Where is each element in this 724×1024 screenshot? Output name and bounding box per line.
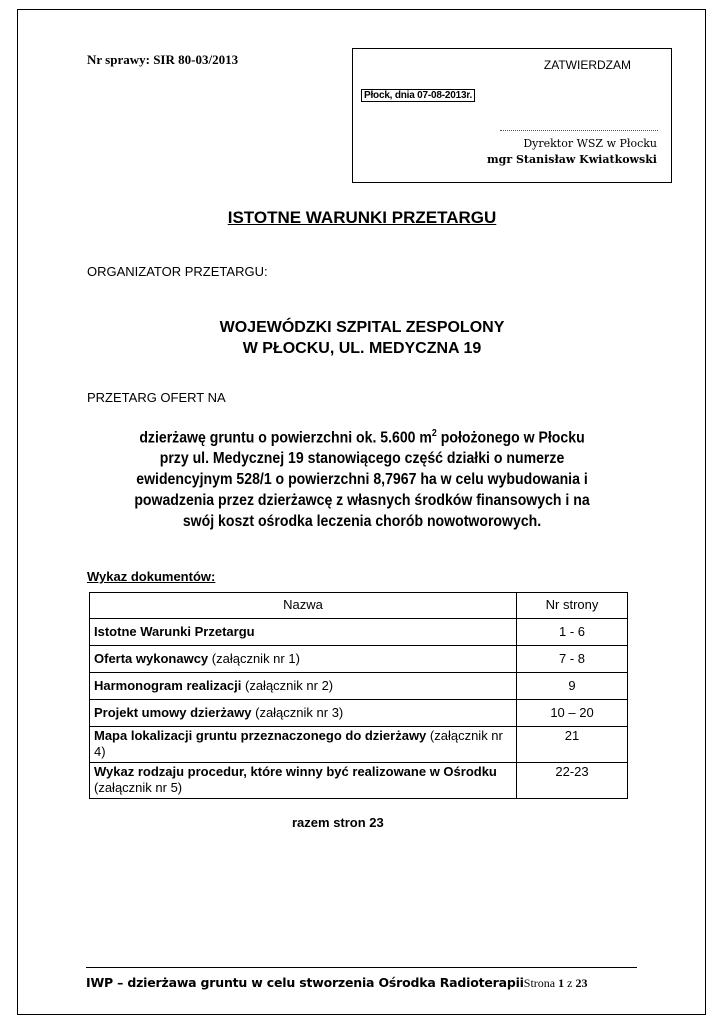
doc-name: Mapa lokalizacji gruntu przeznaczonego do dzierżawy — [94, 728, 427, 743]
footer-divider — [86, 967, 637, 968]
tender-label: PRZETARG OFERT NA — [87, 390, 226, 405]
doc-name-cell — [90, 673, 517, 700]
page-total: 23 — [575, 976, 588, 990]
documents-table — [89, 592, 628, 799]
page-current: 1 — [558, 976, 565, 990]
organizer-name-line1: WOJEWÓDZKI SZPITAL ZESPOLONY — [219, 319, 505, 336]
table-row — [90, 646, 628, 673]
doc-pages: 22-23 — [517, 763, 628, 799]
tender-subject-part1: dzierżawę gruntu o powierzchni ok. 5.600 m — [139, 429, 432, 447]
doc-pages: 1 - 6 — [517, 619, 628, 646]
doc-name-cell — [90, 700, 517, 727]
column-header-page: Nr strony — [517, 593, 628, 619]
total-pages: razem stron 23 — [292, 815, 384, 830]
case-number: Nr sprawy: SIR 80-03/2013 — [87, 52, 239, 67]
approval-box — [352, 48, 672, 183]
approval-title: ZATWIERDZAM — [543, 58, 631, 72]
doc-annex: (załącznik nr 3) — [251, 704, 344, 720]
doc-name-cell — [90, 619, 517, 646]
doc-pages: 21 — [517, 727, 628, 763]
page-word: Strona — [523, 976, 559, 990]
doc-name: Wykaz rodzaju procedur, które winny być realizowane w Ośrodku — [94, 764, 497, 779]
doc-annex: (załącznik nr 4) — [94, 728, 503, 759]
doc-name-cell — [90, 763, 517, 799]
page-of: z — [564, 976, 576, 990]
table-row — [90, 673, 628, 700]
table-row — [90, 763, 628, 799]
doc-name: Istotne Warunki Przetargu — [94, 623, 255, 639]
doc-name: Projekt umowy dzierżawy — [94, 704, 252, 720]
approval-person: mgr Stanisław Kwiatkowski — [487, 153, 657, 166]
table-header-row — [90, 593, 628, 619]
doc-pages: 7 - 8 — [517, 646, 628, 673]
doc-annex: (załącznik nr 1) — [208, 650, 300, 666]
organizer-label: ORGANIZATOR PRZETARGU: — [87, 264, 268, 279]
organizer-name-line2: W PŁOCKU, UL. MEDYCZNA 19 — [242, 340, 482, 357]
doc-pages: 10 – 20 — [517, 700, 628, 727]
doc-annex: (załącznik nr 2) — [241, 677, 334, 693]
documents-label: Wykaz dokumentów: — [87, 569, 216, 584]
tender-subject-part2: położonego w Płocku przy ul. Medycznej 19 stanowiącego część działki o numerze ewidencyjnym 528/1 o powierzchni 8,7967 ha w celu wybudowania i powadzenia przez dzierżawcę z własnych środków finansowych i na swój koszt ośrodka leczenia chorób nowotworowych. — [134, 429, 590, 531]
footer-document-title: IWP – dzierżawa gruntu w celu stworzenia Ośrodka Radioterapii — [86, 975, 524, 990]
tender-subject-superscript: 2 — [431, 428, 437, 439]
approval-role: Dyrektor WSZ w Płocku — [523, 137, 657, 150]
table-row — [90, 619, 628, 646]
doc-name-cell — [90, 727, 517, 763]
doc-name: Oferta wykonawcy — [94, 650, 209, 666]
page-footer — [86, 974, 587, 992]
doc-pages: 9 — [517, 673, 628, 700]
table-row — [90, 700, 628, 727]
tender-subject — [127, 423, 597, 532]
doc-name-cell — [90, 646, 517, 673]
signature-line — [500, 130, 658, 131]
organizer-name — [0, 317, 724, 359]
footer-page-number — [524, 976, 588, 990]
column-header-name: Nazwa — [90, 593, 517, 619]
approval-date: Płock, dnia 07-08-2013r. — [361, 89, 475, 102]
doc-name: Harmonogram realizacji — [94, 677, 242, 693]
document-title: ISTOTNE WARUNKI PRZETARGU — [227, 208, 497, 227]
table-row — [90, 727, 628, 763]
doc-annex: (załącznik nr 5) — [94, 780, 183, 795]
